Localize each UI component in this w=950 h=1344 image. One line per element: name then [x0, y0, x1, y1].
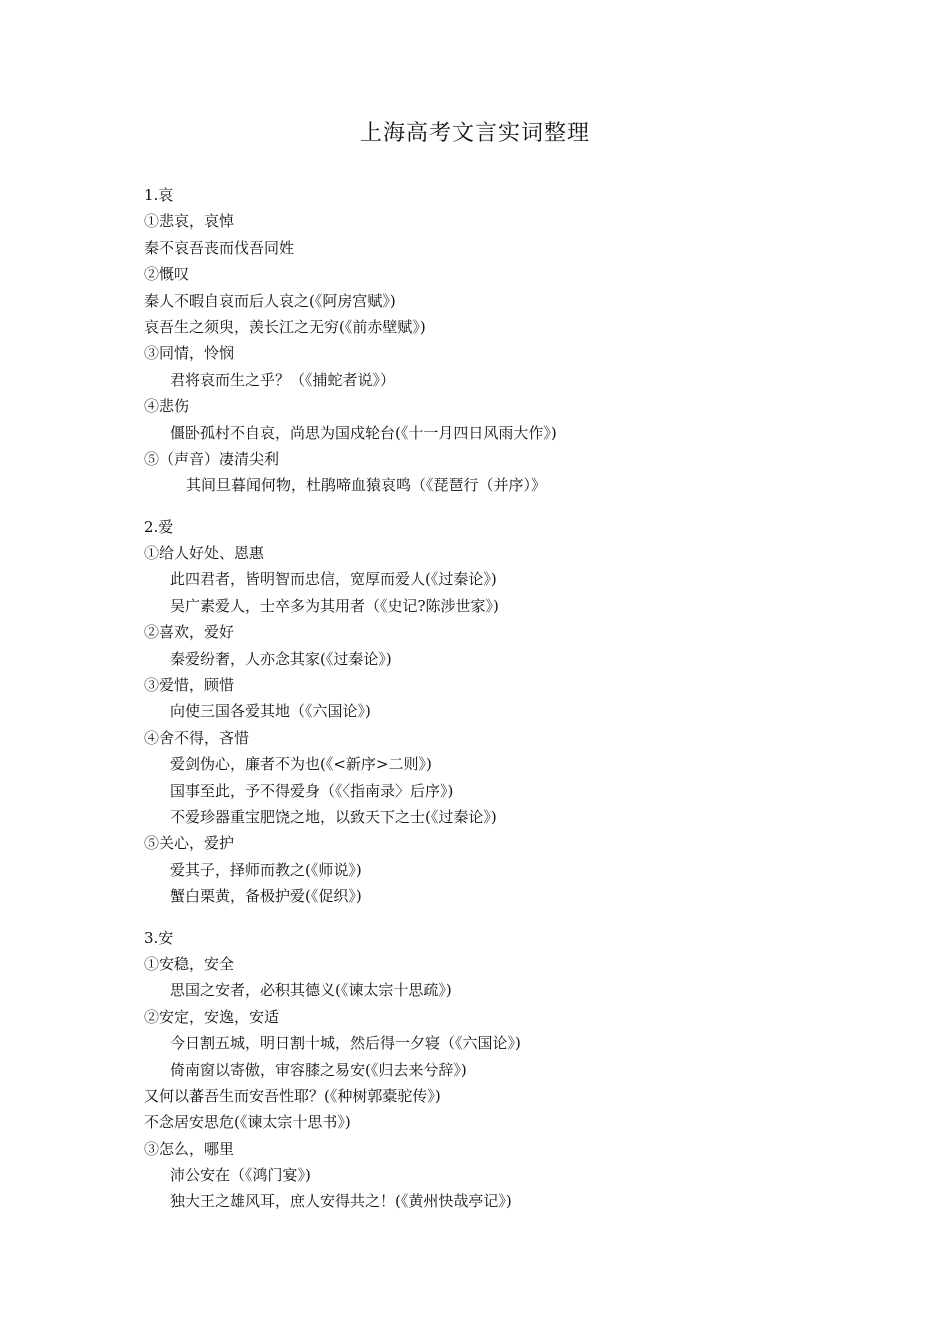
entry-heading: 1.哀: [144, 186, 174, 204]
example-line: 爱剑伪心，廉者不为也(《<新序>二则》): [170, 755, 432, 774]
meaning-line: ⑤（声音）凄清尖利: [144, 449, 280, 468]
example-line: 秦爱纷奢，人亦念其家(《过秦论》): [170, 649, 392, 668]
example-line: 沛公安在（《鸿门宴》): [170, 1166, 311, 1185]
example-line: 国事至此，予不得爱身（《〈指南录〉后序》): [170, 781, 454, 800]
example-line: 此四君者，皆明智而忠信，宽厚而爱人(《过秦论》): [170, 570, 497, 589]
example-line: 思国之安者，必积其德义(《谏太宗十思疏》): [170, 981, 452, 1000]
example-line: 爱其子，择师而教之(《师说》): [170, 860, 362, 879]
meaning-line: ①悲哀，哀悼: [144, 212, 235, 231]
document-body: [144, 182, 864, 1215]
example-line: 秦人不暇自哀而后人哀之(《阿房宫赋》): [144, 291, 396, 310]
meaning-line: ①安稳，安全: [144, 954, 235, 973]
entry-section: [144, 182, 864, 499]
document-title: 上海高考文言实词整理: [359, 121, 590, 146]
example-line: 蟹白栗黄，备极护爱(《促织》): [170, 887, 362, 906]
meaning-line: ②安定，安逸，安适: [144, 1007, 280, 1026]
meaning-line: ②喜欢，爱好: [144, 623, 235, 642]
example-line: 君将哀而生之乎？（《捕蛇者说》）: [170, 370, 396, 389]
example-line: 不念居安思危(《谏太宗十思书》): [144, 1113, 351, 1132]
entry-heading: 3.安: [144, 928, 174, 947]
example-line: 向使三国各爱其地（《六国论》): [170, 702, 371, 721]
entry-section: [144, 925, 864, 1215]
meaning-line: ③同情，怜悯: [144, 344, 235, 363]
example-line: 倚南窗以寄傲，审容膝之易安(《归去来兮辞》): [170, 1060, 467, 1079]
example-line: 僵卧孤村不自哀，尚思为国戍轮台(《十一月四日风雨大作》): [170, 423, 557, 442]
meaning-line: ①给人好处、恩惠: [144, 544, 265, 563]
meaning-line: ⑤关心，爱护: [144, 834, 235, 853]
meaning-line: ④悲伤: [144, 397, 190, 416]
entry-heading: 2.爱: [144, 517, 174, 536]
example-line: 吴广素爱人，士卒多为其用者（《史记?陈涉世家》): [170, 596, 499, 615]
example-line: 不爱珍器重宝肥饶之地，以致天下之士(《过秦论》): [170, 807, 497, 826]
meaning-line: ②慨叹: [144, 265, 190, 284]
example-line: 独大王之雄风耳，庶人安得共之！(《黄州快哉亭记》): [170, 1192, 512, 1211]
entry-section: [144, 514, 864, 910]
meaning-line: ③怎么，哪里: [144, 1139, 235, 1158]
example-line: 今日割五城，明日割十城，然后得一夕寝（《六国论》): [170, 1034, 521, 1053]
example-line: 哀吾生之须臾，羡长江之无穷(《前赤壁赋》): [144, 317, 426, 336]
meaning-line: ④舍不得，吝惜: [144, 728, 250, 747]
example-line: 其间旦暮闻何物，杜鹃啼血猿哀鸣（《琵琶行（并序）》: [186, 476, 547, 495]
meaning-line: ③爱惜，顾惜: [144, 676, 235, 695]
example-line: 又何以蕃吾生而安吾性耶？(《种树郭橐驼传》): [144, 1086, 441, 1105]
example-line: 秦不哀吾丧而伐吾同姓: [144, 238, 295, 257]
